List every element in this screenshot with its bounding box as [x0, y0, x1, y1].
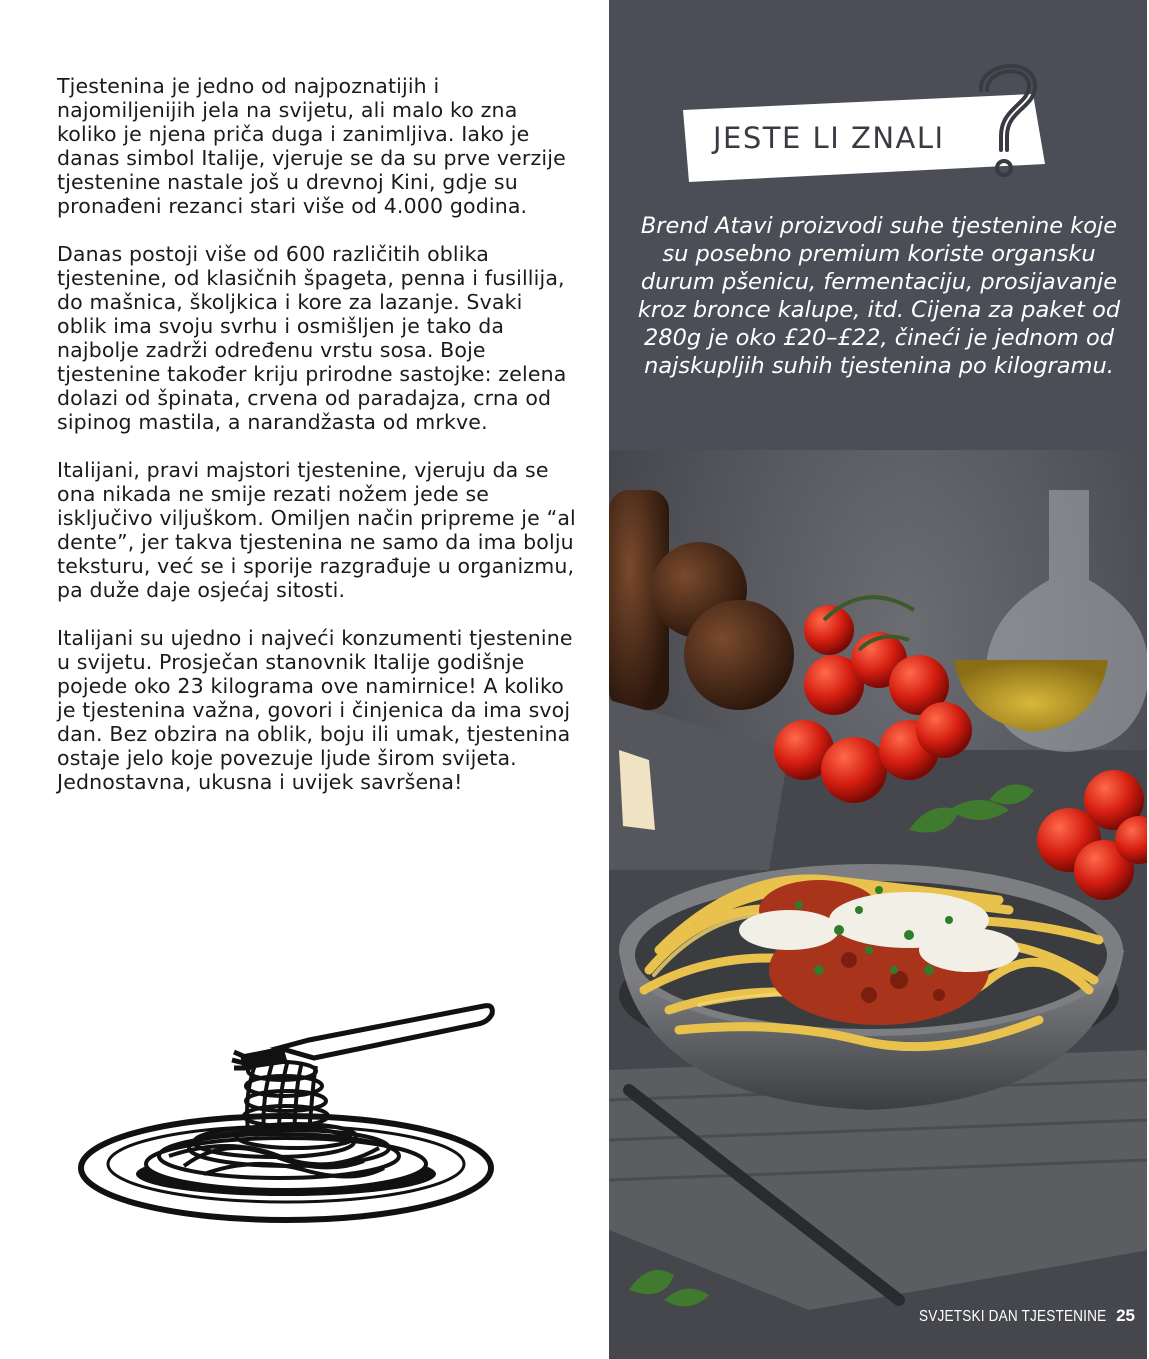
- callout-text: Brend Atavi proizvodi suhe tjestenine koje su posebno premium koriste organsku durum pšenicu, fermentaciju, prosijavanje kroz bronce kalupe, itd. Cijena za paket od 280g je oko £20–£22, čineći je jednom od najskupljih suhih tjestenina po kilogramu.: [637, 213, 1121, 379]
- article-body: [57, 74, 577, 818]
- footer-section-name: SVJETSKI DAN TJESTENINE: [918, 1308, 1107, 1325]
- article-paragraph-3: Italijani, pravi majstori tjestenine, vjeruju da se ona nikada ne smije rezati nožem jede se isključivo viljuškom. Omiljen način pripreme je “al dente”, jer takva tjestenina ne samo da ima bolju teksturu, već se i sporije razgrađuje u organizmu, pa duže daje osjećaj sitosti.: [57, 458, 576, 602]
- article-paragraph-1: Tjestenina je jedno od najpoznatijih i najomiljenijih jela na svijetu, ali malo ko zna koliko je njena priča duga i zanimljiva. Iako je danas simbol Italije, vjeruje se da su prve verzije tjestenine nastale još u drevnoj Kini, gdje su pronađeni rezanci stari više od 4.000 godina.: [57, 74, 566, 218]
- page-number: 25: [1116, 1306, 1135, 1325]
- callout-panel: [609, 0, 1149, 1359]
- callout-title: JESTE LI ZNALI: [713, 121, 945, 155]
- article-paragraph-4: Italijani su ujedno i najveći konzumenti tjestenine u svijetu. Prosječan stanovnik Italije godišnje pojede oko 23 kilograma ove namirnice! A koliko je tjestenina važna, govori i činjenica da ima svoj dan. Bez obzira na oblik, boju ili umak, tjestenina ostaje jelo koje povezuje ljude širom svijeta. Jednostavna, ukusna i uvijek savršena!: [57, 626, 573, 794]
- spaghetti-fork-icon: [74, 996, 504, 1226]
- article-paragraph-2: Danas postoji više od 600 različitih oblika tjestenine, od klasičnih špageta, penna i fusillija, do mašnica, školjkica i kore za lazanje. Svaki oblik ima svoju svrhu i osmišljen je tako da najbolje zadrži određenu vrstu sosa. Boje tjestenine također kriju prirodne sastojke: zelena dolazi od špinata, crvena od paradajza, crna od sipinog mastila, a narandžasta od mrkve.: [57, 242, 567, 434]
- question-mark-icon: [973, 54, 1045, 184]
- page-footer: [886, 1306, 1135, 1326]
- pasta-bolognese-photo: [609, 450, 1149, 1359]
